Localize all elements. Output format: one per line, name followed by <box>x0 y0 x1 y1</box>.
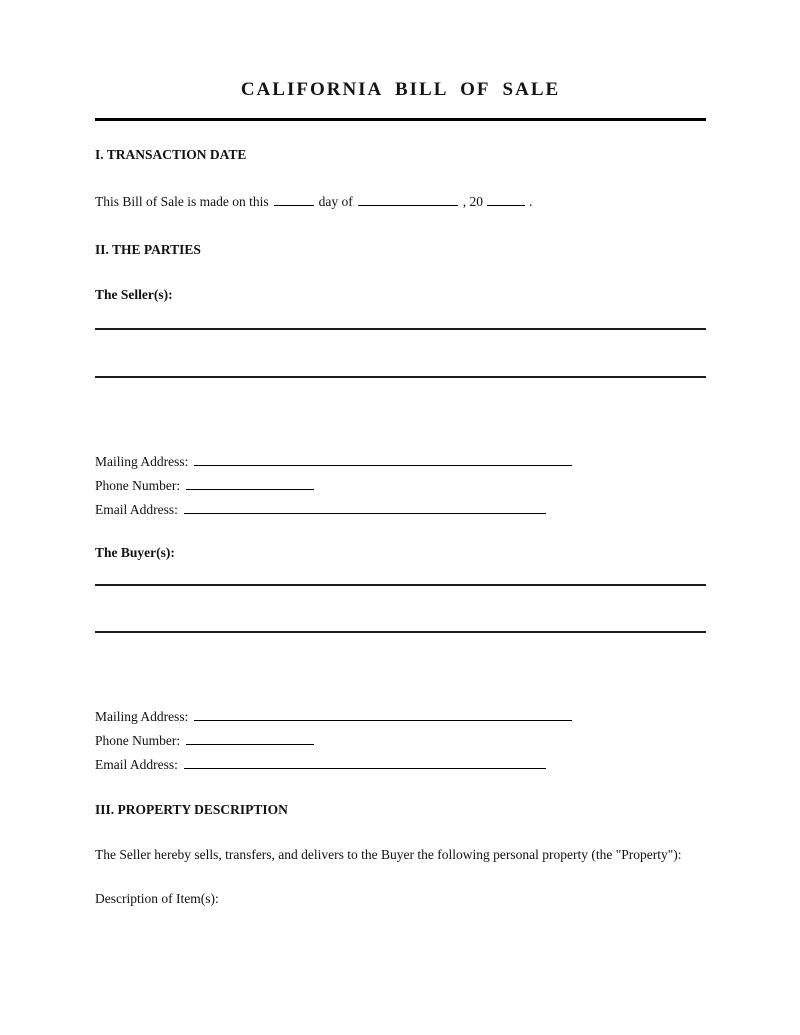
transaction-day-field[interactable] <box>274 204 314 206</box>
section-transaction-date-heading: I. TRANSACTION DATE <box>95 147 247 162</box>
seller-name-line-1[interactable] <box>95 307 706 330</box>
seller-phone-number-row <box>95 474 706 498</box>
transaction-year-field[interactable] <box>487 204 525 206</box>
buyer-contact-fields <box>95 705 706 777</box>
seller-email-address-field[interactable] <box>184 512 546 514</box>
transaction-date-sentence <box>95 190 706 214</box>
buyer-email-address-row <box>95 753 706 777</box>
seller-phone-number-label: Phone Number: <box>95 478 181 493</box>
buyer-email-address-field[interactable] <box>184 767 546 769</box>
buyer-phone-number-row <box>95 729 706 753</box>
buyer-label: The Buyer(s): <box>95 545 175 560</box>
property-description-paragraph: The Seller hereby sells, transfers, and delivers to the Buyer the following personal property (the "Property"): <box>95 847 682 862</box>
buyer-mailing-address-field[interactable] <box>194 719 572 721</box>
section-property-description-heading: III. PROPERTY DESCRIPTION <box>95 802 288 817</box>
buyer-mailing-address-row <box>95 705 706 729</box>
seller-mailing-address-field[interactable] <box>194 464 572 466</box>
seller-email-address-row <box>95 498 706 522</box>
seller-label: The Seller(s): <box>95 287 173 302</box>
buyer-email-address-label: Email Address: <box>95 757 178 772</box>
seller-mailing-address-row <box>95 450 706 474</box>
seller-phone-number-field[interactable] <box>186 488 314 490</box>
buyer-mailing-address-label: Mailing Address: <box>95 709 189 724</box>
sentence-text-before-day: This Bill of Sale is made on this <box>95 194 269 209</box>
seller-mailing-address-label: Mailing Address: <box>95 454 189 469</box>
sentence-text-end: . <box>529 194 533 209</box>
buyer-name-line-1[interactable] <box>95 565 706 586</box>
buyer-name-line-2[interactable] <box>95 586 706 633</box>
sentence-text-day-of: day of <box>318 194 353 209</box>
seller-contact-fields <box>95 450 706 522</box>
description-of-items-label: Description of Item(s): <box>95 891 219 906</box>
seller-name-line-2[interactable] <box>95 330 706 378</box>
buyer-phone-number-field[interactable] <box>186 743 314 745</box>
buyer-phone-number-label: Phone Number: <box>95 733 181 748</box>
section-parties-heading: II. THE PARTIES <box>95 242 201 257</box>
title-divider <box>95 118 706 121</box>
document-title: CALIFORNIA BILL OF SALE <box>240 79 561 100</box>
seller-email-address-label: Email Address: <box>95 502 178 517</box>
sentence-text-year-prefix: , 20 <box>462 194 483 209</box>
transaction-month-field[interactable] <box>358 204 458 206</box>
